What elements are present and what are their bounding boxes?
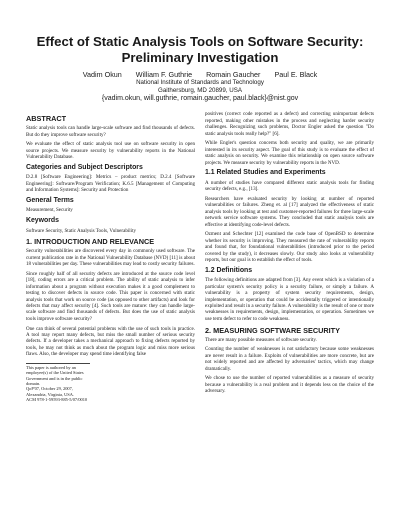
- body-paragraph: Ozment and Schechter [12] examined the code base of OpenBSD to determine whether its security is improving. They measured the rate of vulnerability reports and found that, for foundational vulnerabilities (introduced prior to the period covered by the study), it decreases slowly. Our study also looks at vulnerability reports, but our goal is to establish the effect of tools.: [205, 231, 374, 264]
- abstract-paragraph: We evaluate the effect of static analysis tool use on software security in open source projects. We measure security by vulnerability reports in the National Vulnerability Database.: [26, 141, 195, 161]
- left-column: [26, 111, 195, 506]
- general-terms-heading: General Terms: [26, 196, 74, 204]
- author-name: Paul E. Black: [274, 70, 318, 79]
- body-paragraph: While Engler's question concerns both security and quality, we are primarily interested in its security aspect. The goal of this study is to evaluate the effect of static analysis on security. We examine this relationship on open source software projects. We measure security by vulnerability reports in the NVD.: [205, 140, 374, 166]
- categories-heading: Categories and Subject Descriptors: [26, 163, 143, 171]
- body-paragraph: The following definitions are adapted from [3]. Any event which is a violation of a particular system's security policy is a security failure, or simply a failure. A vulnerability is a property of system security requirements, design, implementation, or operation that could be accidentally triggered or intentionally exploited and result in a security failure. A vulnerability is the result of one or more weaknesses in requirements, design, implementation, or operation. Sometimes we use term defect to refer to code weakness.: [205, 277, 374, 322]
- body-paragraph: Researchers have evaluated security by looking at number of reported vulnerabilities or failures. Zheng et. al [17] analyzed the effectiveness of static analysis tools by looking at test and customer-reported failures for three large-scale network service software systems. They concluded that static analysis tools are effective at identifying code-level defects.: [205, 195, 374, 228]
- author-name: Vadim Okun: [82, 70, 122, 79]
- body-paragraph: There are many possible measures of software security.: [205, 336, 317, 343]
- abstract-paragraph: Static analysis tools can handle large-scale software and find thousands of defects. But do they improve software security?: [26, 125, 195, 138]
- introduction-heading: 1. INTRODUCTION AND RELEVANCE: [26, 237, 155, 247]
- author-name: William F. Guthrie: [135, 70, 193, 79]
- affiliation-institution: National Institute of Standards and Technology: [136, 79, 264, 86]
- author-list: [26, 70, 374, 79]
- author-name: Romain Gaucher: [206, 70, 261, 79]
- two-column-body: [26, 111, 374, 506]
- paper-title: [26, 34, 374, 66]
- measuring-security-heading: 2. MEASURING SOFTWARE SECURITY: [205, 325, 341, 335]
- affiliation-address: Gaithersburg, MD 20899, USA: [158, 86, 242, 94]
- introduction-paragraph: One can think of several potential problems with the use of such tools in practice. A tool may report many defects, but miss the small number of serious security defects. If a developer takes a mechanical approach to fixing defects reported by tools, he may not think as much about the program logic and miss more serious flaws. Also, the developer may spend time identifying false: [26, 325, 195, 358]
- keywords-heading: Keywords: [26, 217, 59, 225]
- footnote-line: ACM 978-1-59593-885-5/07/0010: [26, 397, 88, 403]
- abstract-heading: ABSTRACT: [26, 114, 67, 124]
- general-terms-text: Measurement, Security: [26, 207, 73, 214]
- author-emails: {vadim.okun, will.guthrie, romain.gaucher, paul.black}@nist.gov: [101, 95, 299, 103]
- keywords-text: Software Security, Static Analysis Tools, Vulnerability: [26, 227, 136, 234]
- introduction-paragraph: Since roughly half of all security defects are introduced at the source code level [18], coding errors are a critical problem. The ability of static analysis to infer information about a program without execution makes it a good complement to testing to discover defects in source code. This paper is concerned with static analysis tools that work on source code (as opposed to other artifacts) and look for defects that may affect security [4]. Such tools are mature: they can handle large-scale software and find thousands of defects. But does the use of static analysis tools improve software security?: [26, 270, 195, 322]
- body-paragraph: We chose to use the number of reported vulnerabilities as a measure of security because a vulnerability is a real problem and it depends less on the choice of the adversary.: [205, 375, 374, 395]
- title-line-1: Effect of Static Analysis Tools on Software Security:: [36, 34, 364, 49]
- footnote-line: This paper is authored by an employee(s) of the United States Government and is in the public domain.: [26, 364, 84, 386]
- title-line-2: Preliminary Investigation: [121, 50, 279, 65]
- body-paragraph: Counting the number of weaknesses is not satisfactory because some weaknesses are never result in a failure. Exploits of vulnerabilities are more concrete, but are not widely reported and are affected by adversaries' tactics, which may change dramatically.: [205, 346, 374, 372]
- copyright-footnote: [26, 363, 90, 403]
- related-studies-heading: 1.1 Related Studies and Experiments: [205, 169, 326, 177]
- right-column: [205, 111, 374, 506]
- body-paragraph: positives (correct code reported as a defect) and correcting unimportant defects reported, making other mistakes in the process and neglecting harder security challenges. Recognizing such problems, Doctor Engler asked the question "Do static analysis tools really help?" [6].: [205, 111, 374, 137]
- body-paragraph: A number of studies have compared different static analysis tools for finding security defects, e.g., [13].: [205, 179, 374, 193]
- footnote-line: QoP'07, October 29, 2007, Alexandria, Virginia, USA.: [26, 386, 74, 397]
- categories-text: D.2.8 [Software Engineering]: Metrics – product metrics; D.2.4 [Software Engineering]: Software/Program Verification; K.6.5 [Management of Computing and Information Systems]: Security and Protection: [26, 174, 195, 194]
- definitions-heading: 1.2 Definitions: [205, 266, 253, 274]
- introduction-paragraph: Security vulnerabilities are discovered every day in commonly used software. The current publication rate in the National Vulnerability Database (NVD) [11] is about 18 vulnerabilities per day. These vulnerabilities may lead to costly security failures.: [26, 248, 195, 268]
